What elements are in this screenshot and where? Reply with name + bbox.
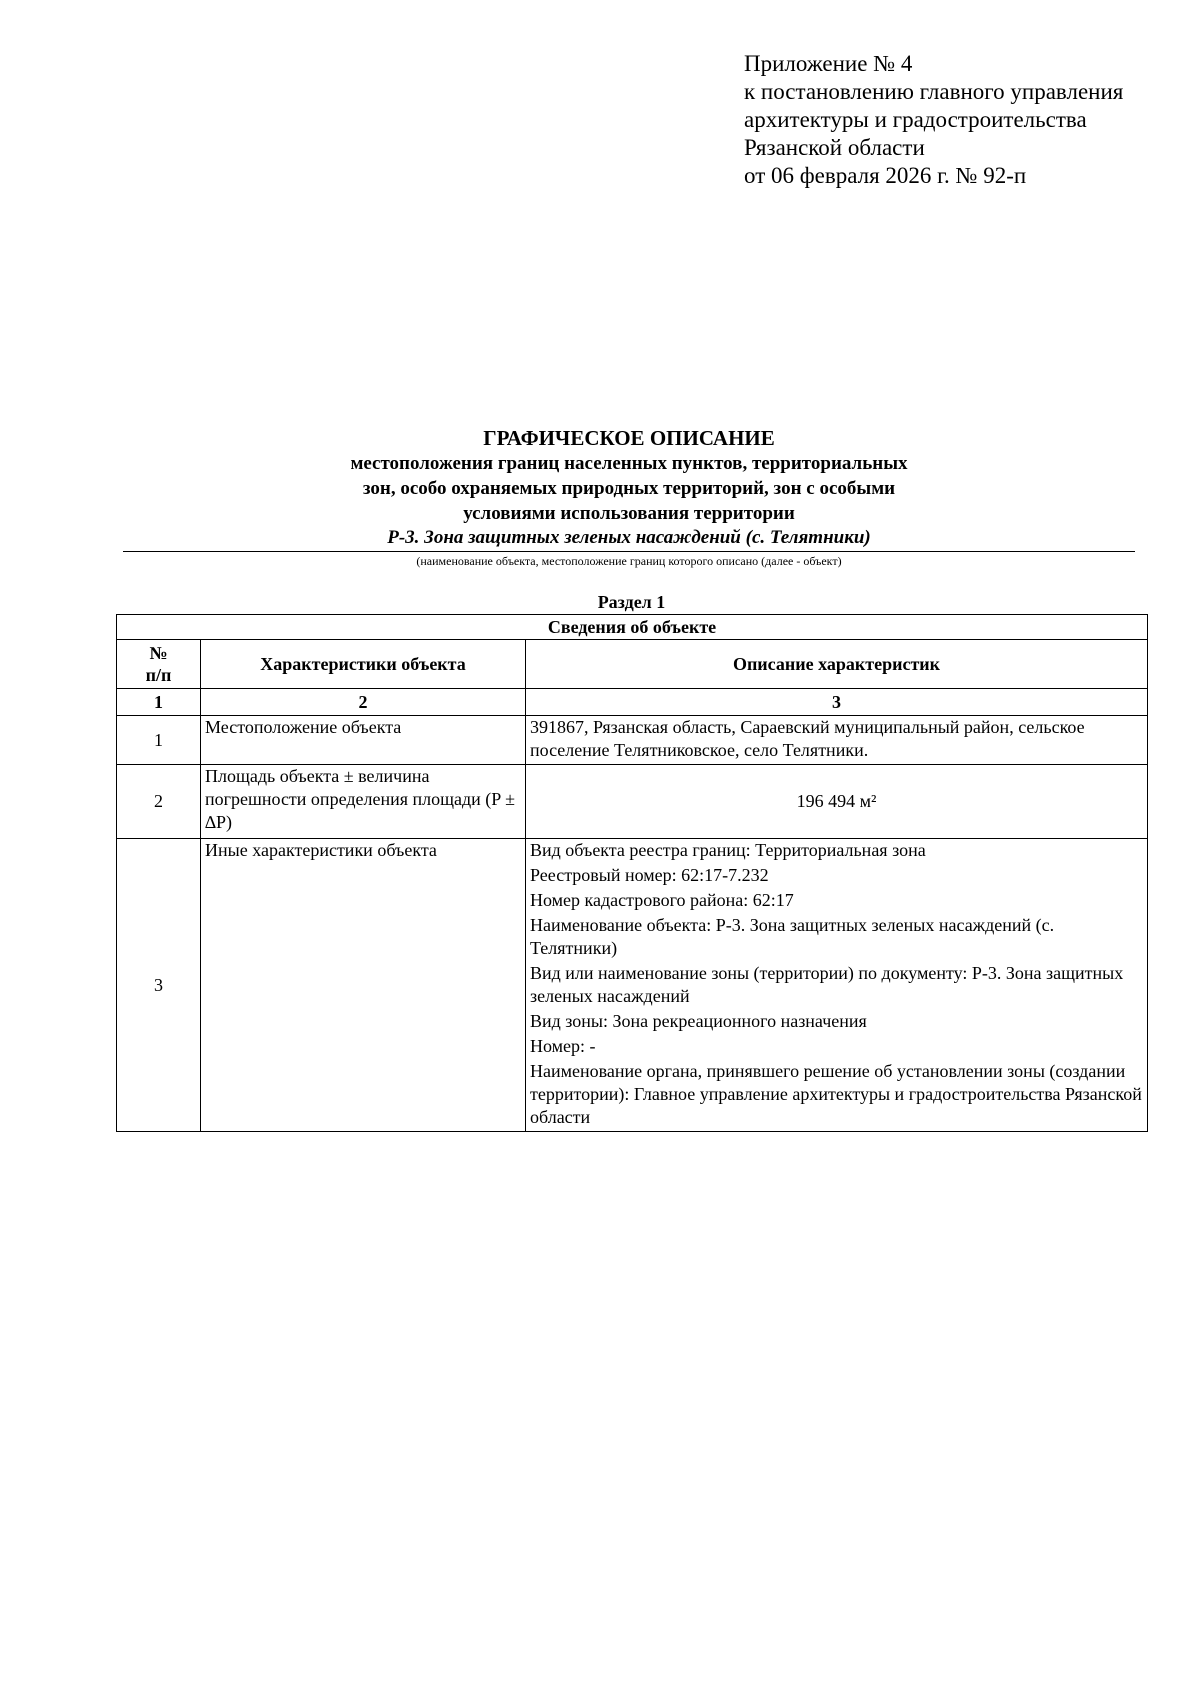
document-subtitle-line: местоположения границ населенных пунктов, территориальных <box>350 453 908 474</box>
document-title-block <box>127 425 1131 570</box>
header-num-line: № <box>149 643 168 663</box>
description-line: Номер кадастрового района: 62:17 <box>530 890 794 910</box>
column-index: 1 <box>117 689 201 716</box>
description-line: Вид объекта реестра границ: Территориальная зона <box>530 840 926 860</box>
object-info-table <box>116 614 1148 1132</box>
row-num: 1 <box>117 716 201 765</box>
header-num <box>117 640 201 689</box>
header-characteristic: Характеристики объекта <box>201 640 526 689</box>
description-line: Вид зоны: Зона рекреационного назначения <box>530 1011 867 1031</box>
object-name: Р-3. Зона защитных зеленых насаждений (с. Телятники) <box>387 527 871 548</box>
appendix-line: от 06 февраля 2026 г. № 92-п <box>744 163 1027 188</box>
table-row <box>117 765 1148 839</box>
section-title: Раздел 1 <box>597 592 666 612</box>
appendix-header <box>744 50 1123 190</box>
description-line: Вид или наименование зоны (территории) по документу: Р-3. Зона защитных зеленых насаждений <box>530 963 1124 1006</box>
appendix-line: Рязанской области <box>744 135 925 160</box>
row-num: 3 <box>117 839 201 1132</box>
table-title: Сведения об объекте <box>117 615 1148 640</box>
table-row <box>117 839 1148 1132</box>
description-line: Наименование органа, принявшего решение об установлении зоны (создании территории): Главное управление архитектуры и градостроительства Рязанской области <box>530 1061 1142 1127</box>
row-description: 196 494 м² <box>526 765 1148 839</box>
row-description <box>526 716 1148 765</box>
column-index: 2 <box>201 689 526 716</box>
row-num: 2 <box>117 765 201 839</box>
row-description <box>526 839 1148 1132</box>
header-num-line: п/п <box>145 665 172 685</box>
document-subtitle-line: условиями использования территории <box>463 503 795 524</box>
document-title: ГРАФИЧЕСКОЕ ОПИСАНИЕ <box>483 426 775 450</box>
description-line: 391867, Рязанская область, Сараевский муниципальный район, сельское поселение Телятниковское, село Телятники. <box>530 717 1085 760</box>
description-line: Номер: - <box>530 1036 596 1056</box>
appendix-line: архитектуры и градостроительства <box>744 107 1087 132</box>
description-line: Реестровый номер: 62:17-7.232 <box>530 865 769 885</box>
row-characteristic: Иные характеристики объекта <box>201 839 526 1132</box>
description-line: Наименование объекта: Р-3. Зона защитных зеленых насаждений (с. Телятники) <box>530 915 1055 958</box>
column-index: 3 <box>526 689 1148 716</box>
document-subtitle-line: зон, особо охраняемых природных территорий, зон с особыми <box>362 478 896 499</box>
row-characteristic: Местоположение объекта <box>201 716 526 765</box>
table-row <box>117 716 1148 765</box>
header-description: Описание характеристик <box>526 640 1148 689</box>
appendix-line: Приложение № 4 <box>744 51 913 76</box>
appendix-line: к постановлению главного управления <box>744 79 1124 104</box>
object-name-caption: (наименование объекта, местоположение границ которого описано (далее - объект) <box>416 554 842 568</box>
row-characteristic: Площадь объекта ± величина погрешности определения площади (P ± ∆P) <box>201 765 526 839</box>
